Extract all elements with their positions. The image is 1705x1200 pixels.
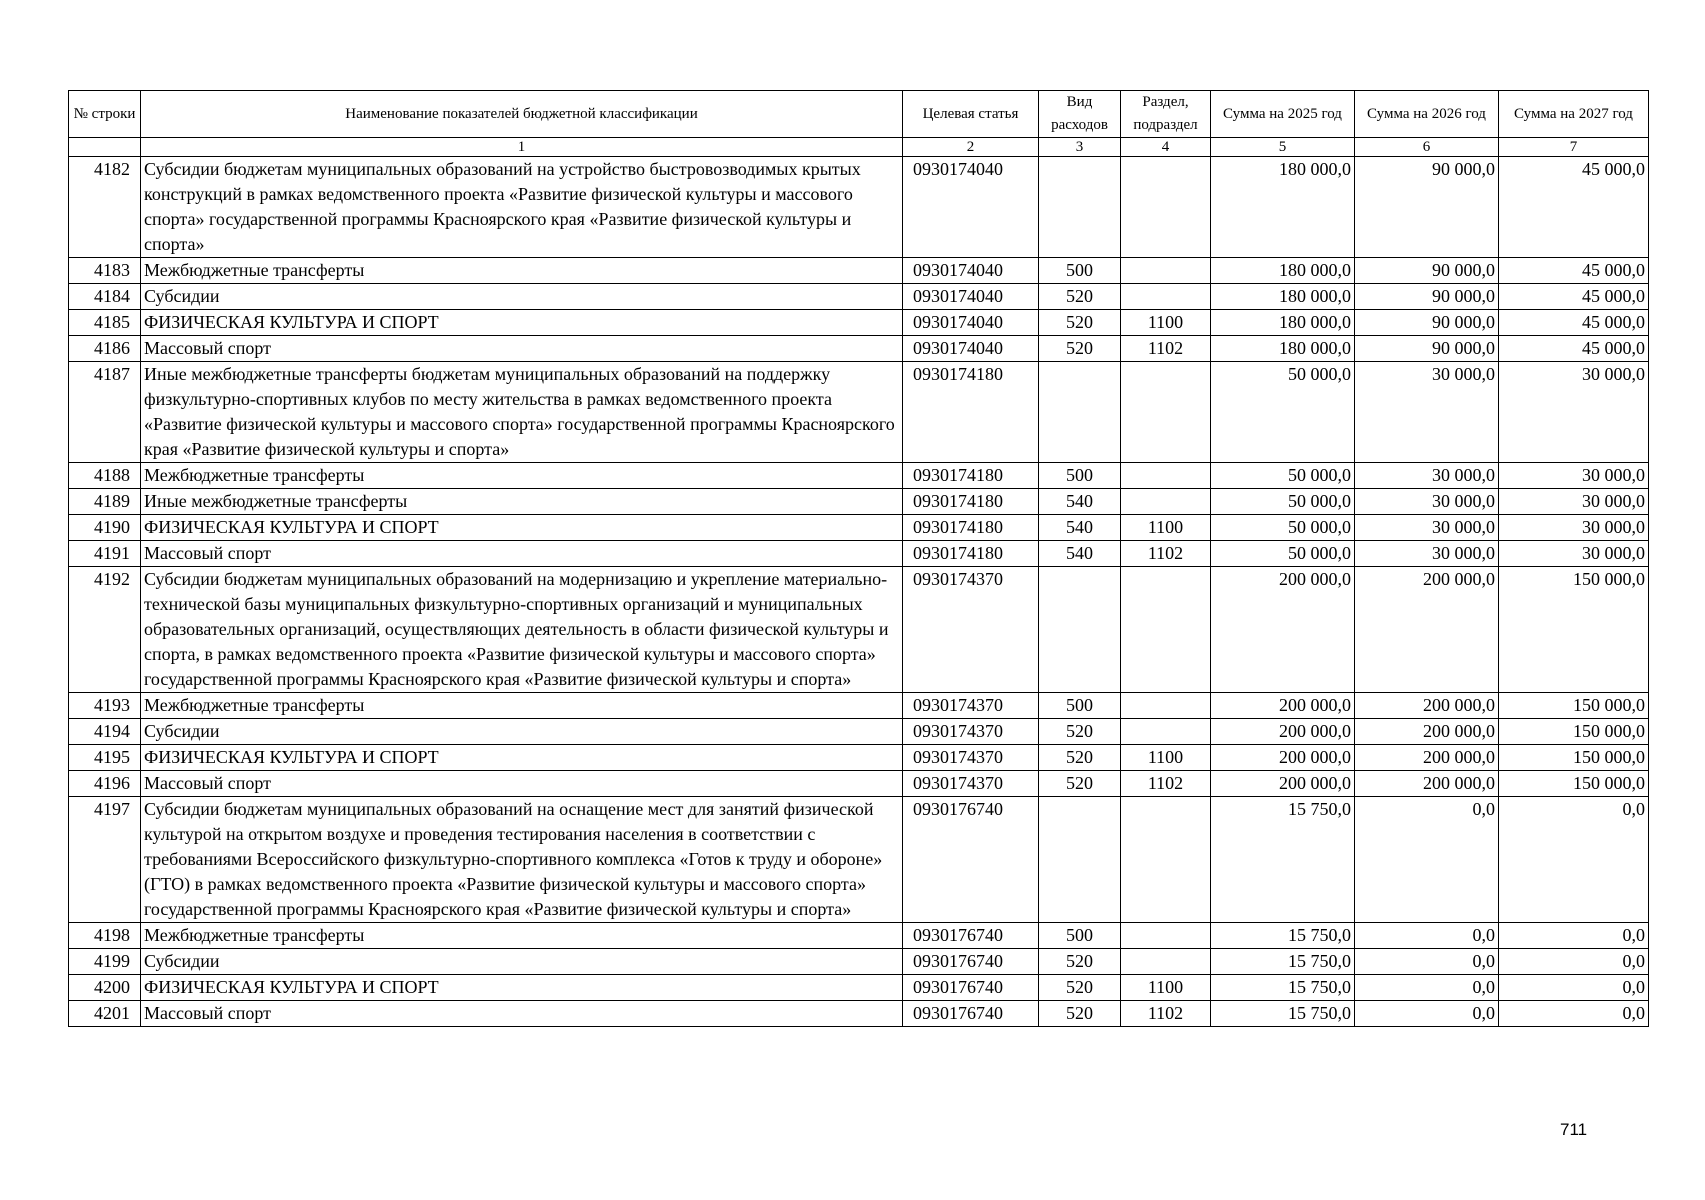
sum-2027: 0,0 [1499,975,1649,1001]
sum-2026: 90 000,0 [1355,157,1499,258]
indicator-name: Субсидии [141,949,903,975]
target-article: 0930176740 [903,797,1039,923]
sum-2027: 0,0 [1499,797,1649,923]
row-number: 4184 [69,284,141,310]
sum-2025: 50 000,0 [1211,489,1355,515]
table-row [69,567,1649,693]
budget-table [68,90,1649,1027]
expense-type [1039,797,1121,923]
section-code: 1102 [1121,336,1211,362]
sum-2027: 45 000,0 [1499,284,1649,310]
indicator-name: Субсидии бюджетам муниципальных образований на оснащение мест для занятий физической культурой на открытом воздухе и проведения тестирования населения в соответствии с требованиями Всероссийского физкультурно-спортивного комплекса «Готов к труду и обороне» (ГТО) в рамках ведомственного проекта «Развитие физической культуры и массового спорта» государственной программы Красноярского края «Развитие физической культуры и спорта» [141,797,903,923]
table-row [69,362,1649,463]
sum-2027: 150 000,0 [1499,719,1649,745]
column-number-empty [69,138,141,157]
column-number: 2 [903,138,1039,157]
sum-2025: 180 000,0 [1211,258,1355,284]
indicator-name: Массовый спорт [141,771,903,797]
table-row [69,284,1649,310]
section-code [1121,284,1211,310]
row-number: 4193 [69,693,141,719]
sum-2026: 30 000,0 [1355,362,1499,463]
target-article: 0930174040 [903,157,1039,258]
sum-2025: 50 000,0 [1211,362,1355,463]
section-code: 1102 [1121,771,1211,797]
sum-2026: 0,0 [1355,975,1499,1001]
table-row [69,1001,1649,1027]
indicator-name: ФИЗИЧЕСКАЯ КУЛЬТУРА И СПОРТ [141,975,903,1001]
section-code [1121,797,1211,923]
column-number-row [69,138,1649,157]
section-code: 1102 [1121,541,1211,567]
column-number: 7 [1499,138,1649,157]
table-header [69,91,1649,157]
row-number: 4191 [69,541,141,567]
sum-2025: 15 750,0 [1211,923,1355,949]
sum-2025: 180 000,0 [1211,310,1355,336]
indicator-name: Массовый спорт [141,541,903,567]
sum-2027: 30 000,0 [1499,463,1649,489]
column-number: 5 [1211,138,1355,157]
section-code: 1102 [1121,1001,1211,1027]
column-number: 6 [1355,138,1499,157]
header-row-no: № строки [69,91,141,138]
sum-2025: 180 000,0 [1211,284,1355,310]
section-code [1121,923,1211,949]
section-code [1121,157,1211,258]
target-article: 0930174370 [903,693,1039,719]
table-row [69,336,1649,362]
sum-2027: 45 000,0 [1499,310,1649,336]
row-number: 4186 [69,336,141,362]
section-code [1121,489,1211,515]
sum-2026: 90 000,0 [1355,258,1499,284]
expense-type: 500 [1039,463,1121,489]
target-article: 0930174180 [903,515,1039,541]
header-sum-2025: Сумма на 2025 год [1211,91,1355,138]
sum-2026: 30 000,0 [1355,515,1499,541]
sum-2026: 200 000,0 [1355,567,1499,693]
row-number: 4195 [69,745,141,771]
indicator-name: Субсидии [141,719,903,745]
sum-2027: 0,0 [1499,1001,1649,1027]
target-article: 0930174370 [903,719,1039,745]
page-number: 711 [1560,1120,1588,1139]
indicator-name: Иные межбюджетные трансферты бюджетам муниципальных образований на поддержку физкультурно-спортивных клубов по месту жительства в рамках ведомственного проекта «Развитие физической культуры и массового спорта» государственной программы Красноярского края «Развитие физической культуры и спорта» [141,362,903,463]
section-code [1121,567,1211,693]
table-body [69,157,1649,1027]
expense-type: 520 [1039,745,1121,771]
sum-2025: 50 000,0 [1211,463,1355,489]
sum-2027: 30 000,0 [1499,489,1649,515]
indicator-name: ФИЗИЧЕСКАЯ КУЛЬТУРА И СПОРТ [141,310,903,336]
sum-2027: 150 000,0 [1499,745,1649,771]
row-number: 4189 [69,489,141,515]
row-number: 4200 [69,975,141,1001]
header-row [69,91,1649,138]
sum-2027: 150 000,0 [1499,567,1649,693]
expense-type: 540 [1039,489,1121,515]
sum-2026: 90 000,0 [1355,284,1499,310]
sum-2026: 200 000,0 [1355,719,1499,745]
target-article: 0930176740 [903,1001,1039,1027]
section-code: 1100 [1121,975,1211,1001]
sum-2026: 30 000,0 [1355,463,1499,489]
column-number: 3 [1039,138,1121,157]
sum-2027: 45 000,0 [1499,258,1649,284]
table-row [69,157,1649,258]
indicator-name: Субсидии бюджетам муниципальных образований на устройство быстровозводимых крытых конструкций в рамках ведомственного проекта «Развитие физической культуры и массового спорта» государственной программы Красноярского края «Развитие физической культуры и спорта» [141,157,903,258]
target-article: 0930176740 [903,975,1039,1001]
table-row [69,541,1649,567]
sum-2025: 15 750,0 [1211,975,1355,1001]
column-number: 4 [1121,138,1211,157]
header-target-article: Целевая статья [903,91,1039,138]
sum-2025: 200 000,0 [1211,719,1355,745]
indicator-name: ФИЗИЧЕСКАЯ КУЛЬТУРА И СПОРТ [141,745,903,771]
target-article: 0930176740 [903,949,1039,975]
table-row [69,489,1649,515]
sum-2025: 200 000,0 [1211,771,1355,797]
sum-2027: 30 000,0 [1499,541,1649,567]
row-number: 4185 [69,310,141,336]
sum-2026: 0,0 [1355,1001,1499,1027]
row-number: 4197 [69,797,141,923]
section-code [1121,258,1211,284]
target-article: 0930174040 [903,310,1039,336]
indicator-name: Массовый спорт [141,1001,903,1027]
table-row [69,693,1649,719]
sum-2026: 90 000,0 [1355,310,1499,336]
table-row [69,923,1649,949]
indicator-name: ФИЗИЧЕСКАЯ КУЛЬТУРА И СПОРТ [141,515,903,541]
row-number: 4201 [69,1001,141,1027]
indicator-name: Межбюджетные трансферты [141,923,903,949]
sum-2025: 200 000,0 [1211,693,1355,719]
section-code [1121,463,1211,489]
target-article: 0930174040 [903,258,1039,284]
header-sum-2026: Сумма на 2026 год [1355,91,1499,138]
table-row [69,771,1649,797]
row-number: 4188 [69,463,141,489]
sum-2026: 30 000,0 [1355,541,1499,567]
expense-type: 520 [1039,975,1121,1001]
row-number: 4196 [69,771,141,797]
expense-type [1039,362,1121,463]
table-row [69,975,1649,1001]
expense-type: 520 [1039,336,1121,362]
target-article: 0930176740 [903,923,1039,949]
target-article: 0930174370 [903,567,1039,693]
sum-2026: 0,0 [1355,923,1499,949]
row-number: 4198 [69,923,141,949]
indicator-name: Иные межбюджетные трансферты [141,489,903,515]
expense-type: 500 [1039,258,1121,284]
target-article: 0930174370 [903,771,1039,797]
target-article: 0930174180 [903,362,1039,463]
sum-2026: 30 000,0 [1355,489,1499,515]
row-number: 4183 [69,258,141,284]
header-section: Раздел, подраздел [1121,91,1211,138]
table-row [69,258,1649,284]
section-code: 1100 [1121,745,1211,771]
sum-2026: 90 000,0 [1355,336,1499,362]
target-article: 0930174040 [903,284,1039,310]
expense-type: 540 [1039,541,1121,567]
sum-2027: 45 000,0 [1499,157,1649,258]
indicator-name: Субсидии бюджетам муниципальных образований на модернизацию и укрепление материально-технической базы муниципальных физкультурно-спортивных организаций и муниципальных образовательных организаций, осуществляющих деятельность в области физической культуры и спорта, в рамках ведомственного проекта «Развитие физической культуры и массового спорта» государственной программы Красноярского края «Развитие физической культуры и спорта» [141,567,903,693]
section-code: 1100 [1121,310,1211,336]
target-article: 0930174040 [903,336,1039,362]
section-code [1121,949,1211,975]
table-row [69,949,1649,975]
section-code: 1100 [1121,515,1211,541]
indicator-name: Межбюджетные трансферты [141,463,903,489]
section-code [1121,362,1211,463]
sum-2025: 50 000,0 [1211,541,1355,567]
sum-2025: 200 000,0 [1211,745,1355,771]
expense-type: 520 [1039,771,1121,797]
table-row [69,515,1649,541]
table-row [69,797,1649,923]
expense-type: 520 [1039,719,1121,745]
expense-type [1039,567,1121,693]
sum-2025: 180 000,0 [1211,336,1355,362]
sum-2027: 30 000,0 [1499,362,1649,463]
sum-2027: 150 000,0 [1499,771,1649,797]
column-number: 1 [141,138,903,157]
expense-type: 540 [1039,515,1121,541]
sum-2025: 15 750,0 [1211,1001,1355,1027]
sum-2026: 200 000,0 [1355,745,1499,771]
target-article: 0930174180 [903,541,1039,567]
target-article: 0930174180 [903,489,1039,515]
table-row [69,310,1649,336]
sum-2025: 180 000,0 [1211,157,1355,258]
row-number: 4192 [69,567,141,693]
row-number: 4187 [69,362,141,463]
sum-2027: 0,0 [1499,923,1649,949]
expense-type: 520 [1039,949,1121,975]
sum-2026: 0,0 [1355,949,1499,975]
sum-2027: 30 000,0 [1499,515,1649,541]
expense-type [1039,157,1121,258]
expense-type: 500 [1039,923,1121,949]
row-number: 4190 [69,515,141,541]
sum-2027: 0,0 [1499,949,1649,975]
header-sum-2027: Сумма на 2027 год [1499,91,1649,138]
target-article: 0930174180 [903,463,1039,489]
expense-type: 520 [1039,310,1121,336]
sum-2026: 200 000,0 [1355,693,1499,719]
sum-2026: 200 000,0 [1355,771,1499,797]
section-code [1121,693,1211,719]
sum-2025: 15 750,0 [1211,949,1355,975]
section-code [1121,719,1211,745]
row-number: 4182 [69,157,141,258]
expense-type: 520 [1039,284,1121,310]
indicator-name: Массовый спорт [141,336,903,362]
header-expense-type: Вид расходов [1039,91,1121,138]
indicator-name: Межбюджетные трансферты [141,693,903,719]
indicator-name: Межбюджетные трансферты [141,258,903,284]
header-name: Наименование показателей бюджетной классификации [141,91,903,138]
sum-2027: 45 000,0 [1499,336,1649,362]
row-number: 4199 [69,949,141,975]
table-row [69,719,1649,745]
expense-type: 500 [1039,693,1121,719]
table-row [69,745,1649,771]
sum-2025: 200 000,0 [1211,567,1355,693]
sum-2025: 15 750,0 [1211,797,1355,923]
sum-2025: 50 000,0 [1211,515,1355,541]
table-row [69,463,1649,489]
sum-2026: 0,0 [1355,797,1499,923]
sum-2027: 150 000,0 [1499,693,1649,719]
row-number: 4194 [69,719,141,745]
indicator-name: Субсидии [141,284,903,310]
target-article: 0930174370 [903,745,1039,771]
expense-type: 520 [1039,1001,1121,1027]
